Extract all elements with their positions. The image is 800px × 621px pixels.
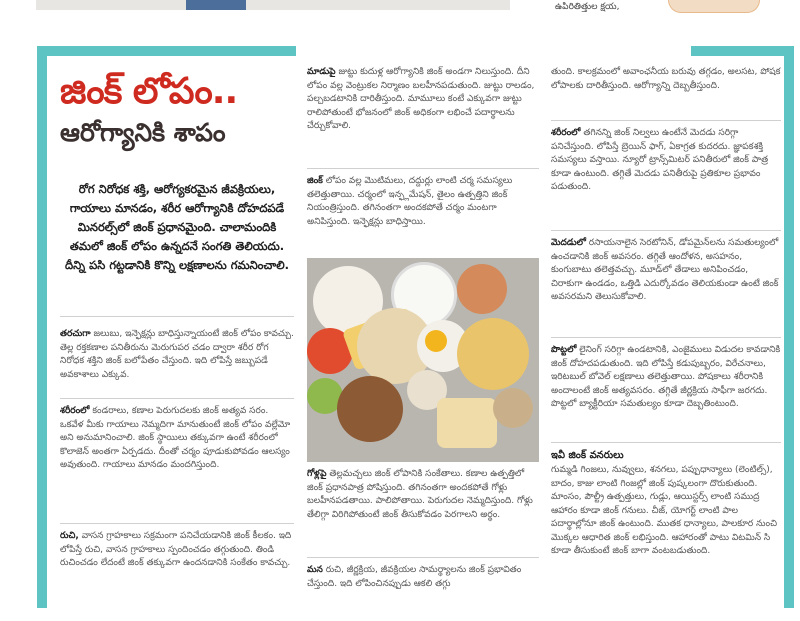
paragraph-skin <box>307 175 539 229</box>
paragraph-lead: గోళ్లపై <box>307 469 327 479</box>
paragraph-wound-healing <box>60 405 294 473</box>
divider <box>551 337 781 338</box>
divider <box>551 230 781 231</box>
divider <box>60 398 294 399</box>
zinc-foods-photo <box>307 258 539 462</box>
paragraph-appetite-continued <box>551 66 781 93</box>
divider <box>60 523 294 524</box>
paragraph-text: రసాయనాలైన సెరటోనిన్, డోపమైన్‌లను సమతుల్యంలో ఉంచడానికి జింక్ అవసరం. తగ్గితే ఆందోళన, అసహనం, కుంగుబాటు తలెత్తవచ్చు. మూడ్‌లో తేడాలు అనిపించడం, చిరాకుగా ఉండడం, ఒత్తిడి ఎదుర్కోవడం తెలియకుండా ఉంటే జింక్ అవసరమని తెలుసుకోవాలి. <box>551 238 779 302</box>
divider <box>551 120 781 121</box>
divider <box>551 442 781 443</box>
frame-right-border <box>784 46 794 608</box>
frame-top-left-border <box>37 46 296 56</box>
paragraph-lead: మన <box>307 565 323 575</box>
plate-image-corner <box>668 0 760 13</box>
paragraph-text: జుట్టు కుదుళ్ల ఆరోగ్యానికి జింక్ అండగా నిలుస్తుంది. దీని లోపం వల్ల వెంట్రుకల నిర్మాణం బలహీనపడుతుంది. జుట్టు రాలడం, పల్చబడటానికి దారితీస్తుంది. మామూలు కంటే ఎక్కువగా జుట్టు రాలిపోతుంటే భోజనంలో జింక్ అధికంగా లభించే పదార్థాలను చేర్చుకోవాలి. <box>307 67 535 131</box>
frame-top-right-border <box>691 46 794 56</box>
crackers <box>437 398 497 448</box>
previous-article-text: ఉపిరితిత్తుల క్షయ, <box>555 2 620 12</box>
egg-yolk <box>425 330 447 352</box>
paragraph-lead: జింక్ <box>307 176 323 186</box>
paragraph-text: వాసన గ్రాహకాలు సక్రమంగా పనిచేయడానికి జింక్ కీలకం. ఇది లోపిస్తే రుచి, వాసన గ్రాహకాలు స్పందించడం తగ్గుతుంది. తిండి రుచించడం లేదంటే జింక్ తక్కువగా ఉందనడానికి సంకేతం కావచ్చు. <box>60 531 292 568</box>
hazelnuts-bowl <box>337 376 403 442</box>
paragraph-lead: పొట్టలో <box>551 345 577 355</box>
paragraph-hair <box>307 66 539 134</box>
paragraph-digestion <box>551 344 781 412</box>
paragraph-appetite <box>307 564 539 591</box>
oats <box>493 388 533 428</box>
paragraph-lead: మాడుపై <box>307 67 336 77</box>
intro-paragraph: రోగ నిరోధక శక్తి, ఆరోగ్యకరమైన జీవక్రియలు, గాయాలు మానడం, శరీర ఆరోగ్యానికి దోహదపడే మినరల్స్‌లో జింక్ ప్రధానమైంది. చాలామందికి తమలో జింక్ లోపం ఉన్నదనే సంగతి తెలియదు. దీన్ని పసి గట్టడానికి కొన్ని లక్షణాలను గమనించాలి. <box>64 182 289 272</box>
paragraph-nails <box>307 468 539 522</box>
previous-article-photo-strip <box>36 0 510 10</box>
divider <box>307 557 539 558</box>
paragraph-brain <box>551 127 781 195</box>
beans-bowl <box>457 264 507 314</box>
paragraph-text: తుంది. కాలక్రమంలో అవాంఛనీయ బరువు తగ్గడం, అలసట, పోషక లోపాలకు దారితీస్తుంది. ఆరోగ్యాన్ని దెబ్బతీస్తుంది. <box>551 67 781 91</box>
paragraph-lead: మెదడులో <box>551 238 586 248</box>
paragraph-lead: తరచుగా <box>60 329 91 339</box>
divider <box>60 316 294 317</box>
article-title <box>60 70 290 150</box>
pasta-bowl <box>457 318 529 390</box>
paragraph-text: కండరాలు, కణాల పెరుగుదలకు జింక్ అత్యవ సరం. ఒకవేళ మీకు గాయాలు నెమ్మదిగా మానుతుంటే జింక్ లోపం వల్లేమో అని అనుమానించాలి. జింక్ స్థాయిలు తక్కువగా ఉంటే శరీరంలో కొలాజెన్ అంతగా ఏర్పడదు. దీంతో చర్మం పూడుకుపోవడం ఆలస్యం అవుతుంది. గాయాలు మానడం మందగిస్తుంది. <box>60 406 291 470</box>
paragraph-lead: శరీరంలో <box>60 406 90 416</box>
frame-left-border <box>37 46 47 608</box>
paragraph-taste-smell <box>60 530 294 571</box>
title-line-1: జింక్ లోపం.. <box>60 71 238 112</box>
paragraph-text: లోపం వల్ల మొటిమలు, దద్దుర్లు లాంటి చర్మ సమస్యలు తలెత్తుతాయి. చర్మంలో ఇన్ఫ్లమేషన్, తైలం ఉత్పత్తిని జింక్ నియంత్రిస్తుంది. తగినంతగా అందకపోతే చర్మం మంటగా అనిపిస్తుంది. ఇన్ఫెక్షన్లు బాధిస్తాయి. <box>307 176 513 227</box>
paragraph-text: రుచి, జీర్ణక్రియ, జీవక్రియల సామర్థ్యాలను జింక్ ప్రభావితం చేస్తుంది. ఇది లోపించినప్పుడు ఆకలి తగ్గు <box>307 565 522 589</box>
paragraph-mood <box>551 237 781 305</box>
paragraph-lead: శరీరంలో <box>551 128 581 138</box>
paragraph-text: తగినన్ని జింక్ నిల్వలు ఉంటేనే మెదడు సరిగ్గా పనిచేస్తుంది. లోపిస్తే బ్రెయిన్ ఫాగ్, ఏకాగ్రత కుదరదు. జ్ఞాపకశక్తి సమస్యలు వస్తాయి. న్యూరో ట్రాన్స్‌మిటర్ పనితీరులో జింక్ పాత్ర కూడా ఉంటుంది. తగ్గితే మెదడు పనితీరుపై ప్రతికూల ప్రభావం పడుతుంది. <box>551 128 769 192</box>
paragraph-infections <box>60 328 294 382</box>
paragraph-text: తెల్లమచ్చలు జింక్ లోపానికి సంకేతాలు. కణాల ఉత్పత్తిలో జింక్ ప్రధానపాత్ర పోషిస్తుంది. తగినంతగా అందకపోతే గోళ్లు బలహీనపడతాయి. పాలిపోతాయి. పెరుగుదల నెమ్మదిస్తుంది. గోళ్లు తేలిగ్గా విరిగిపోతుంటే జింక్ తీసుకోవడం పెరగాలని అర్థం. <box>307 469 533 520</box>
paragraph-text: లైనింగ్ సరిగ్గా ఉండటానికి, ఎంజైములు విడుదల కావడానికి జింక్ దోహదపడుతుంది. ఇది లోపిస్తే కడుపుబ్బరం, విరేచనాలు, ఇరిటబుల్ బోవెల్ లక్షణాలు తలెత్తుతాయి. పోషకాలు శరీరానికి అందాలంటే జింక్ అత్యవసరం. తగ్గితే జీర్ణక్రియ సాఫీగా జరగదు. పొట్టలో బ్యాక్టీరియా సమతుల్యం కూడా దెబ్బతింటుంది. <box>551 345 781 409</box>
zinc-sources-heading: ఇవీ జింక్ వనరులు <box>551 450 624 461</box>
title-line-2: ఆరోగ్యానికి శాపం <box>60 118 226 147</box>
divider <box>307 168 539 169</box>
zinc-sources-text: గుమ్మడి గింజలు, నువ్వులు, శనగలు, పప్పుధాన్యాలు (లెంటిల్స్), బాదం, కాజు లాంటి గింజల్లో జింక్ పుష్కలంగా దొరుకుతుంది. మాంసం, పౌల్ట్రీ ఉత్పత్తులు, గుడ్లు, ఆయిస్టర్స్ లాంటి సముద్ర ఆహారం కూడా జింక్ గనులు. చీజ్, యోగర్ట్ లాంటి పాల పదార్థాల్లోనూ జింక్ ఉంటుంది. ముతక ధాన్యాలు, పాలకూర నుంచి మొక్కల ఆధారిత జింక్ లభిస్తుంది. ఆహారంతో పాటు విటమిన్ సి కూడా తీసుకుంటే జింక్ బాగా వంటబడుతుంది. <box>551 465 777 556</box>
paragraph-text: జలుబు, ఇన్ఫెక్షన్లు బాధిస్తున్నాయంటే జింక్ లోపం కావచ్చు. తెల్ల రక్తకణాల పనితీరును మెరుగుపర చడం ద్వారా శరీర రోగ నిరోధక శక్తిని జింక్ బలోపేతం చేస్తుంది. ఇది లోపిస్తే జబ్బుపడే అవకాశాలు ఎక్కువ. <box>60 329 294 380</box>
paragraph-lead: రుచి, <box>60 531 79 541</box>
